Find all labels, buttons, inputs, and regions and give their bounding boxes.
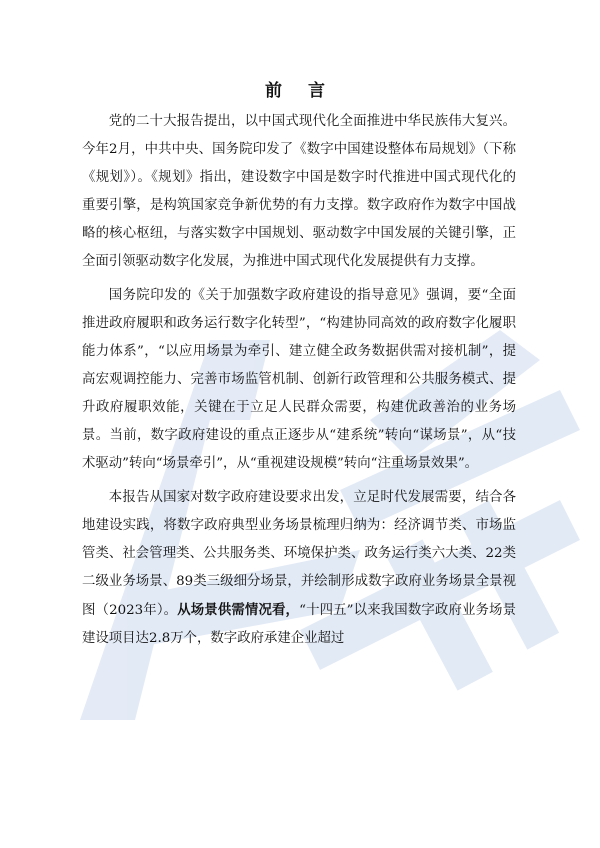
preface-heading: 前 言 [265,81,335,101]
paragraph-3-text-after: “十四五”以来我国数字政府业务场景建设项目达2.8万个，数字政府承建企业超过 [82,603,516,646]
preface-body [82,108,516,659]
paragraph-2: 国务院印发的《关于加强数字政府建设的指导意见》强调，要“全面推进政府履职和政务运行数字化转型”，“构建协同高效的政府数字化履职能力体系”，“以应用场景为牵引、建立健全政务数据供需对接机制”，提高宏观调控能力、完善市场监管机制、创新行政管理和公共服务模式、提升政府履职效能，关键在于立足人民群众需要，构建优政善治的业务场景。当前，数字政府建设的重点正逐步从“建系统”转向“谋场景”，从“技术驱动”转向“场景牵引”，从“重视建设规模”转向“注重场景效果”。 [82,288,516,471]
paragraph-3-text-before: 本报告从国家对数字政府建设要求出发，立足时代发展需要，结合各地建设实践，将数字政府典型业务场景梳理归纳为：经济调节类、市场监管类、社会管理类、公共服务类、环境保护类、政务运行类六大类、22类二级业务场景、89类三级细分场景，并绘制形成数字政府业务场景全景视图（2023年）。 [82,490,516,618]
paragraph-1: 党的二十大报告提出，以中国式现代化全面推进中华民族伟大复兴。今年2月，中共中央、国务院印发了《数字中国建设整体布局规划》（下称《规划》）。《规划》指出，建设数字中国是数字时代推进中国式现代化的重要引擎，是构筑国家竞争新优势的有力支撑。数字政府作为数字中国战略的核心枢纽，与落实数字中国规划、驱动数字中国发展的关键引擎，正全面引领驱动数字化发展，为推进中国式现代化发展提供有力支撑。 [82,114,516,269]
paragraph-3 [82,484,516,653]
paragraph-3-bold-phrase: 从场景供需情况看， [177,602,300,618]
